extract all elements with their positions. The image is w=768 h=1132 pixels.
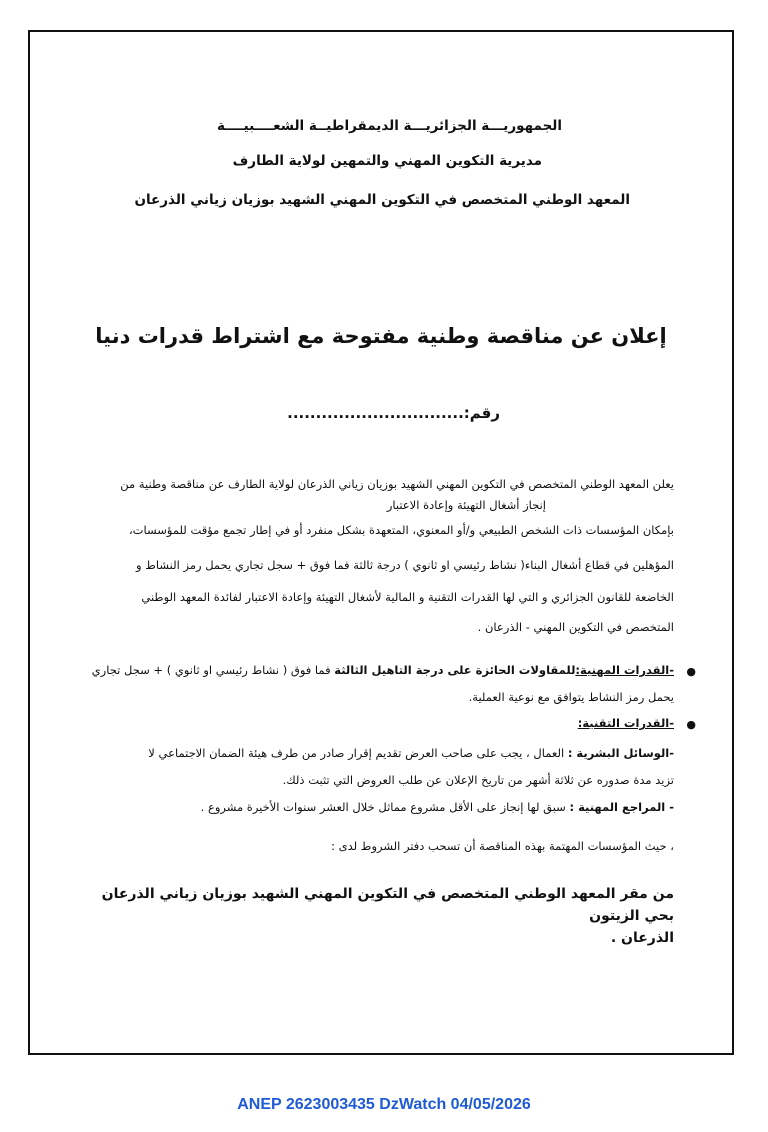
header-directorate: مديرية التكوين المهني والتمهين لولاية الطارف [232,153,542,169]
professional-capacity [70,662,674,679]
human-resources [70,745,674,762]
professional-references [70,799,674,816]
header-institute: المعهد الوطني المتخصص في التكوين المهني الشهيد بوزيان زياني الذرعان [134,192,630,208]
withdraw-text: ، حيث المؤسسات المهتمة بهذه المناقصة أن تسحب دفتر الشروط لدى : [331,839,674,853]
professional-line2: يحمل رمز النشاط يتوافق مع نوعية العملية. [468,690,674,704]
bullet-icon: ● [686,718,696,731]
references-label: - المراجع المهنية : [569,800,674,814]
professional-rest: فما فوق ( نشاط رئيسي او ثانوي ) + سجل تجاري [91,663,335,677]
header-republic: الجمهوريـــة الجزائريـــة الديمقراطيــة الشعــــبيــــة [216,118,562,134]
body-line: المؤهلين في قطاع أشغال البناء( نشاط رئيسي او ثانوي ) درجة ثالثة فما فوق + سجل تجاري يحمل رمز النشاط و [136,558,674,572]
body-line: بإمكان المؤسسات ذات الشخص الطبيعي و/أو المعنوي، المتعهدة بشكل منفرد أو في إطار تجمع مؤقت للمؤسسات، [128,523,674,537]
announcement-title: إعلان عن مناقصة وطنية مفتوحة مع اشتراط قدرات دنيا [95,324,667,348]
professional-label: -القدرات المهنية: [575,663,674,677]
body-line: إنجاز أشغال التهيئة وإعادة الاعتبار [386,498,546,512]
footer-reference: ANEP 2623003435 DzWatch 04/05/2026 [237,1096,531,1113]
closing-line1: من مقر المعهد الوطني المتخصص في التكوين المهني الشهيد بوزيان زياني الذرعان بحي الزيتون [101,886,674,924]
closing-line2: الذرعان . [610,930,674,946]
announcement-number: رقم:............................... [287,404,500,422]
bullet-icon: ● [686,665,696,678]
human-label: -الوسائل البشرية : [567,746,674,760]
body-line: الخاضعة للقانون الجزائري و التي لها القدرات التقنية و المالية لأشغال التهيئة وإعادة الاعتبار لفائدة المعهد الوطني [141,590,674,604]
technical-label: -القدرات التقنية: [577,716,674,730]
references-text: سبق لها إنجاز على الأقل مشروع مماثل خلال العشر سنوات الأخيرة مشروع . [200,800,570,814]
professional-bold: للمقاولات الحائزة على درجة التاهيل الثالثة [334,663,576,677]
document-frame [28,30,734,1055]
human-line2: تزيد مدة صدوره عن ثلاثة أشهر من تاريخ الإعلان عن طلب العروض التي تثبت ذلك. [282,773,674,787]
body-line: المتخصص في التكوين المهني - الذرعان . [477,620,674,634]
body-line: يعلن المعهد الوطني المتخصص في التكوين المهني الشهيد بوزيان زياني الذرعان لولاية الطارف عن مناقصة وطنية من [120,477,674,491]
human-text: العمال ، يجب على صاحب العرض تقديم إقرار صادر من طرف هيئة الضمان الاجتماعي لا [148,746,568,760]
closing-address [70,883,674,949]
